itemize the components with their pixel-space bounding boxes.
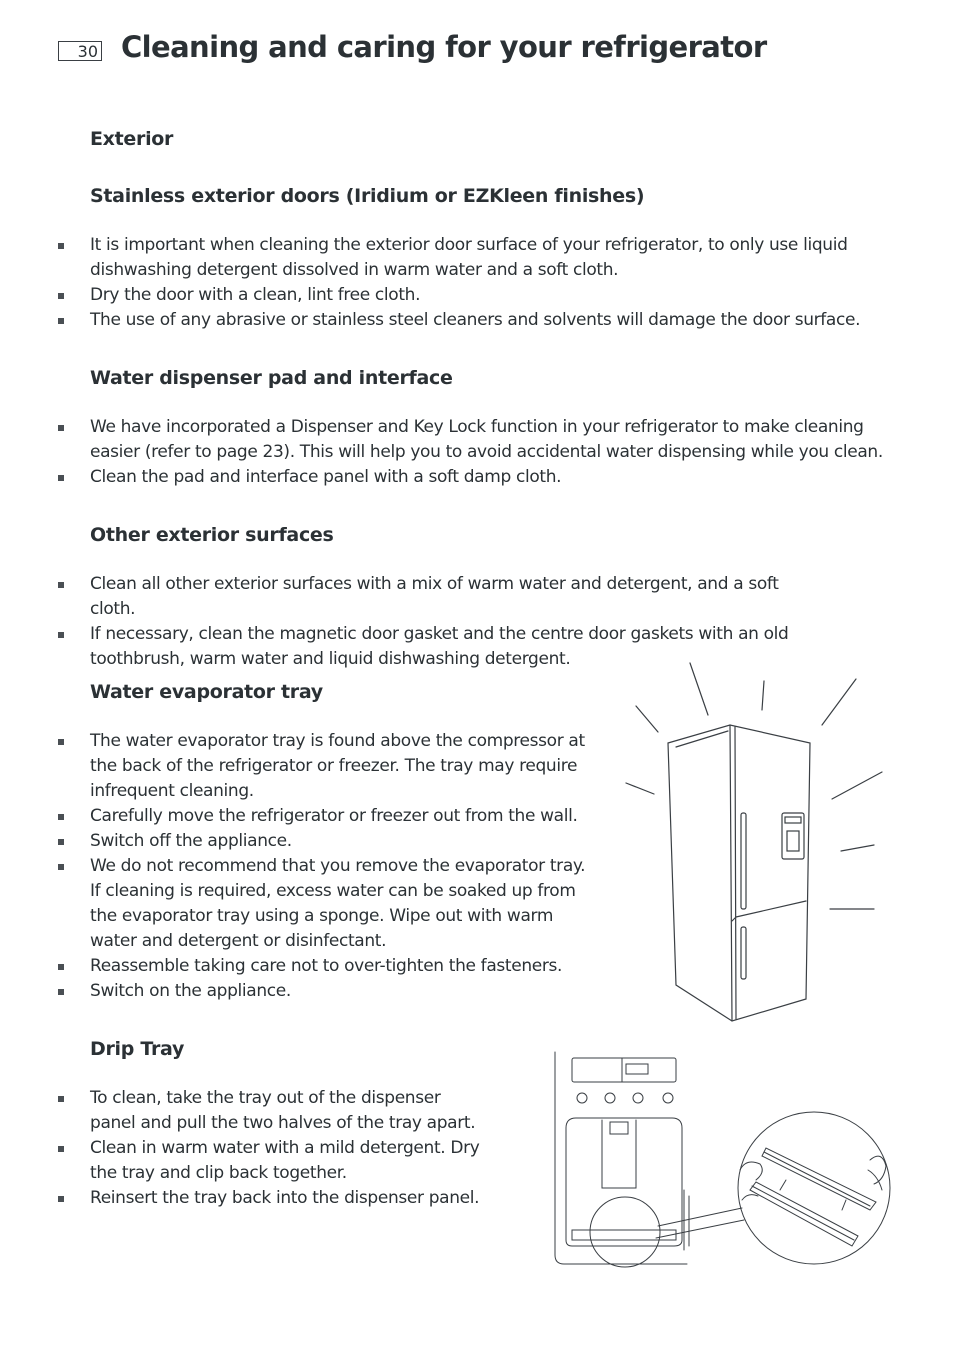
list-item: Clean the pad and interface panel with a soft damp cloth. bbox=[58, 465, 898, 490]
dispenser-pad-list bbox=[58, 415, 898, 490]
dispenser-pad-heading: Water dispenser pad and interface bbox=[90, 367, 453, 389]
list-item: It is important when cleaning the exterior door surface of your refrigerator, to only use liquid dishwashing detergent dissolved in warm water and a soft cloth. bbox=[58, 233, 898, 283]
drip-tray-heading: Drip Tray bbox=[90, 1038, 185, 1060]
page-number: 30 bbox=[58, 41, 102, 61]
evaporator-list bbox=[58, 729, 588, 1004]
list-item: Reinsert the tray back into the dispenser panel. bbox=[58, 1186, 488, 1211]
page-title: Cleaning and caring for your refrigerator bbox=[121, 30, 767, 64]
list-item: Switch on the appliance. bbox=[58, 979, 588, 1004]
list-item: We have incorporated a Dispenser and Key Lock function in your refrigerator to make cleaning easier (refer to page 23). This will help you to avoid accidental water dispensing while you clean. bbox=[58, 415, 898, 465]
drip-tray-illustration bbox=[552, 1050, 897, 1270]
list-item: Clean in warm water with a mild detergent. Dry the tray and clip back together. bbox=[58, 1136, 488, 1186]
list-item: We do not recommend that you remove the evaporator tray. If cleaning is required, excess water can be soaked up from the evaporator tray using a sponge. Wipe out with warm water and detergent or disinfectant. bbox=[58, 854, 588, 954]
list-item: To clean, take the tray out of the dispenser panel and pull the two halves of the tray apart. bbox=[58, 1086, 488, 1136]
list-item: The use of any abrasive or stainless steel cleaners and solvents will damage the door surface. bbox=[58, 308, 898, 333]
list-item: Dry the door with a clean, lint free cloth. bbox=[58, 283, 898, 308]
list-item: Carefully move the refrigerator or freezer out from the wall. bbox=[58, 804, 588, 829]
stainless-list bbox=[58, 233, 898, 333]
list-item: Switch off the appliance. bbox=[58, 829, 588, 854]
list-item: Clean all other exterior surfaces with a mix of warm water and detergent, and a soft cloth. bbox=[58, 572, 828, 622]
list-item: The water evaporator tray is found above the compressor at the back of the refrigerator or freezer. The tray may require infrequent cleaning. bbox=[58, 729, 588, 804]
list-item: If necessary, clean the magnetic door gasket and the centre door gaskets with an old toothbrush, warm water and liquid dishwashing detergent. bbox=[58, 622, 828, 672]
stainless-heading: Stainless exterior doors (Iridium or EZKleen finishes) bbox=[90, 185, 645, 207]
other-surfaces-heading: Other exterior surfaces bbox=[90, 524, 334, 546]
drip-tray-list bbox=[58, 1086, 488, 1211]
evaporator-heading: Water evaporator tray bbox=[90, 681, 323, 703]
exterior-heading: Exterior bbox=[90, 128, 174, 150]
refrigerator-illustration bbox=[620, 655, 890, 1030]
list-item: Reassemble taking care not to over-tighten the fasteners. bbox=[58, 954, 588, 979]
